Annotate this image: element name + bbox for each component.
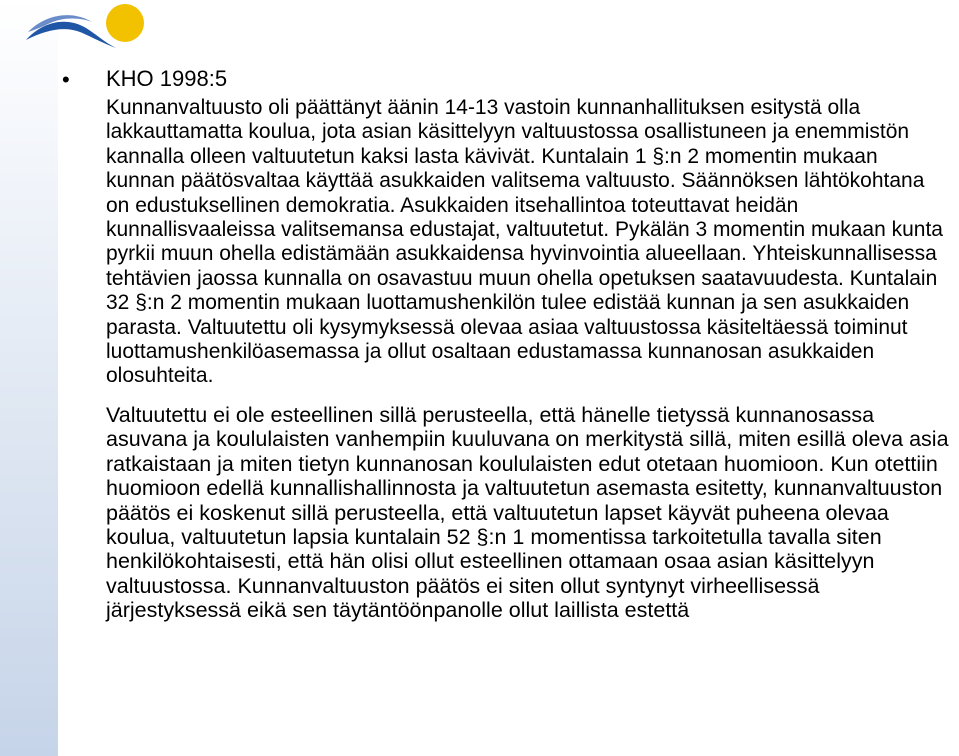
body-paragraph-2: Valtuutettu ei ole esteellinen sillä perusteella, että hänelle tietyssä kunnanosassa asuvana ja koululaisten vanhempiin kuuluvana on merkitystä sillä, miten esillä oleva asia ratkaistaan ja miten tietyn kunnanosan koululaisten edut otetaan huomioon. Kun otettiin huomioon edellä kunnallishallinnosta ja valtuutetun asemasta esitetty, kunnanvaltuuston päätös ei koskenut sillä perusteella, että valtuutetun lapset käyvät puheena olevaa koulua, valtuutetun lapsia kuntalain 52 §:n 1 momentissa tarkoitetulla tavalla siten henkilökohtaisesti, että hän olisi ollut esteellinen ottamaan osaa asian käsittelyyn valtuustossa. Kunnanvaltuuston päätös ei siten ollut syntynyt virheellisessä järjestyksessä eikä sen täytäntöönpanolle ollut laillista estettä bbox=[106, 402, 949, 623]
slide-content bbox=[62, 66, 952, 623]
bullet-item bbox=[62, 66, 952, 623]
wave-sun-logo-icon bbox=[24, 2, 154, 64]
case-heading: KHO 1998:5 bbox=[106, 66, 228, 91]
body-paragraph-1: Kunnanvaltuusto oli päättänyt äänin 14-13 vastoin kunnanhallituksen esitystä olla lakkauttamatta koulua, jota asian käsittelyyn valtuustossa osallistuneen ja enemmistön kannalla olleen valtuutetun kaksi lasta kävivät. Kuntalain 1 §:n 2 momentin mukaan kunnan päätösvaltaa käyttää asukkaiden valitsema valtuusto. Säännöksen lähtökohtana on edustuksellinen demokratia. Asukkaiden itsehallintoa toteuttavat heidän kunnallisvaaleissa valitsemansa edustajat, valtuutetut. Pykälän 3 momentin mukaan kunta pyrkii muun ohella edistämään asukkaidensa hyvinvointia alueellaan. Yhteiskunnallisessa tehtävien jaossa kunnalla on osavastuu muun ohella opetuksen saatavuudesta. Kuntalain 32 §:n 2 momentin mukaan luottamushenkilön tulee edistää kunnan ja sen asukkaiden parasta. Valtuutettu oli kysymyksessä olevaa asiaa valtuustossa käsiteltäessä toiminut luottamushenkilöasemassa ja ollut osaltaan edustamassa kunnanosan asukkaiden olosuhteita. bbox=[106, 96, 943, 388]
left-decorative-band bbox=[0, 0, 58, 756]
bullet-marker: • bbox=[62, 67, 70, 92]
